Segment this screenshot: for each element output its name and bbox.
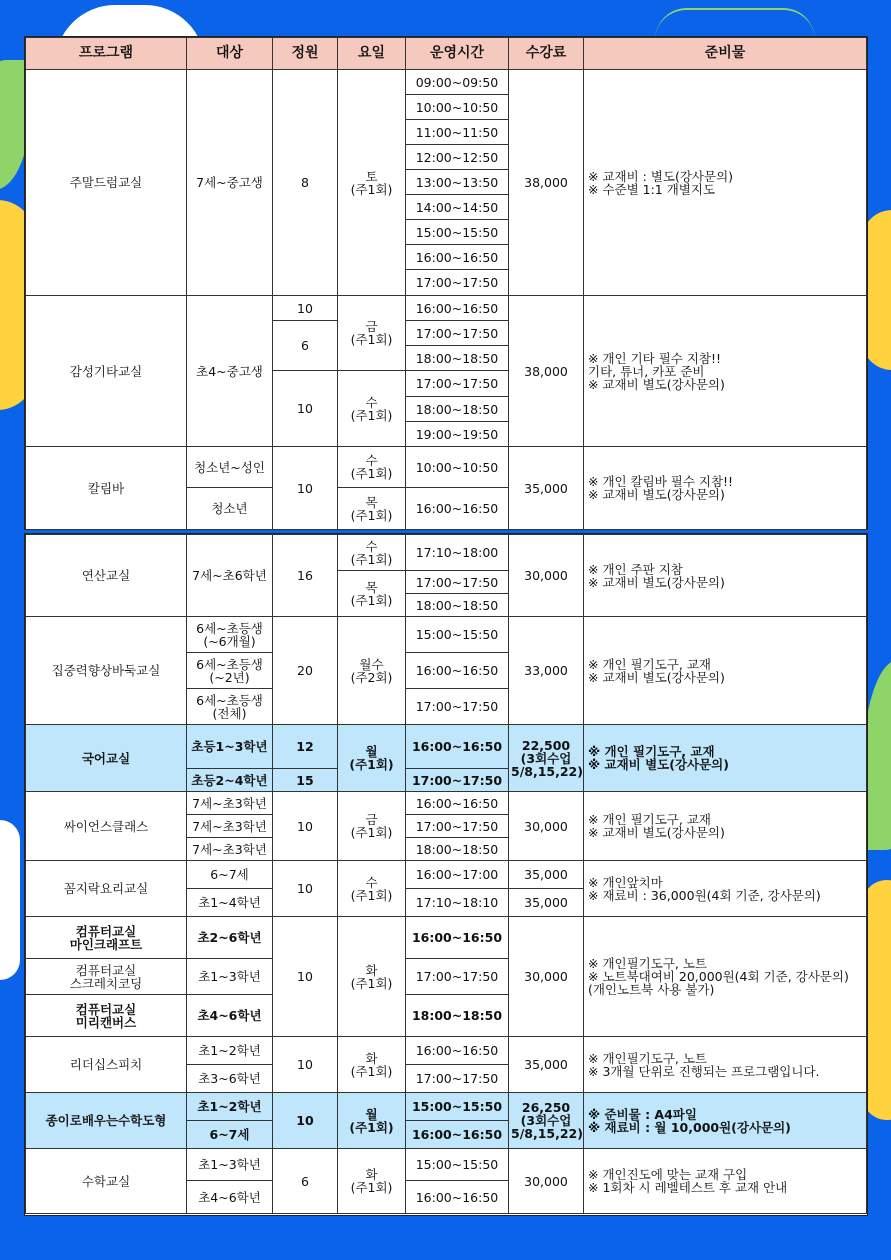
schedule-sheet-top: [24, 36, 868, 530]
header-target: 대상: [187, 38, 273, 70]
day-cell: 수 (주1회): [338, 535, 406, 571]
petal-decoration-left: [0, 820, 20, 980]
time-cell: 16:00~16:50: [406, 1121, 509, 1149]
materials-cell: ※ 개인 필기도구, 교재 ※ 교재비 별도(강사문의): [584, 792, 867, 861]
target-cell: 초4~중고생: [187, 296, 273, 447]
time-cell: 13:00~13:50: [406, 170, 509, 195]
target-cell: 6~7세: [187, 1121, 273, 1149]
materials-cell: ※ 개인 칼림바 필수 지참!! ※ 교재비 별도(강사문의): [584, 447, 867, 530]
target-cell: 6세~초등생 (~6개월): [187, 617, 273, 653]
program-name: 칼림바: [26, 447, 187, 530]
program-name: 리더십스피치: [26, 1037, 187, 1093]
target-cell: 7세~초3학년: [187, 838, 273, 861]
day-cell: 수 (주1회): [338, 371, 406, 447]
header-program: 프로그램: [26, 38, 187, 70]
target-cell: 초등1~3학년: [187, 725, 273, 769]
fee-cell: 35,000: [509, 889, 584, 917]
time-cell: 17:00~17:50: [406, 321, 509, 346]
time-cell: 12:00~12:50: [406, 145, 509, 170]
target-cell: 초1~4학년: [187, 889, 273, 917]
target-cell: 초1~3학년: [187, 959, 273, 995]
target-cell: 초1~2학년: [187, 1037, 273, 1065]
day-cell: 월 (주1회): [338, 725, 406, 792]
time-cell: 16:00~16:50: [406, 296, 509, 321]
materials-cell: ※ 개인앞치마 ※ 재료비 : 36,000원(4회 기준, 강사문의): [584, 861, 867, 917]
time-cell: 15:00~15:50: [406, 1093, 509, 1121]
time-cell: 18:00~18:50: [406, 397, 509, 422]
materials-cell: ※ 개인필기도구, 노트 ※ 3개월 단위로 진행되는 프로그램입니다.: [584, 1037, 867, 1093]
target-cell: 초4~6학년: [187, 1181, 273, 1214]
time-cell: 16:00~16:50: [406, 792, 509, 815]
target-cell: 초4~6학년: [187, 995, 273, 1037]
program-name: 컴퓨터교실 마인크래프트: [26, 917, 187, 959]
capacity-cell: 10: [273, 917, 338, 1037]
target-cell: 6세~초등생 (~2년): [187, 653, 273, 689]
materials-cell: ※ 개인진도에 맞는 교재 구입 ※ 1회차 시 레벨테스트 후 교재 안내: [584, 1149, 867, 1214]
program-name: 종이로배우는수학도형: [26, 1093, 187, 1149]
time-cell: 16:00~16:50: [406, 653, 509, 689]
day-cell: 화 (주1회): [338, 1149, 406, 1214]
target-cell: 초등2~4학년: [187, 769, 273, 792]
program-name: 꼼지락요리교실: [26, 861, 187, 917]
capacity-cell: 10: [273, 1093, 338, 1149]
time-cell: 17:00~17:50: [406, 815, 509, 838]
day-cell: 수 (주1회): [338, 861, 406, 917]
time-cell: 16:00~16:50: [406, 917, 509, 959]
schedule-table-top: [25, 37, 867, 530]
time-cell: 16:00~16:50: [406, 1181, 509, 1214]
fee-cell: 26,250 (3회수업 5/8,15,22): [509, 1093, 584, 1149]
time-cell: 19:00~19:50: [406, 422, 509, 447]
time-cell: 17:00~17:50: [406, 689, 509, 725]
time-cell: 16:00~16:50: [406, 245, 509, 270]
fee-cell: 33,000: [509, 617, 584, 725]
time-cell: 16:00~16:50: [406, 488, 509, 530]
header-time: 운영시간: [406, 38, 509, 70]
header-capacity: 정원: [273, 38, 338, 70]
target-cell: 초1~3학년: [187, 1149, 273, 1181]
time-cell: 18:00~18:50: [406, 594, 509, 617]
time-cell: 17:00~17:50: [406, 270, 509, 296]
materials-cell: ※ 개인필기도구, 노트 ※ 노트북대여비 20,000원(4회 기준, 강사문의) (개인노트북 사용 불가): [584, 917, 867, 1037]
program-name: 연산교실: [26, 535, 187, 617]
time-cell: 18:00~18:50: [406, 995, 509, 1037]
capacity-cell: 12: [273, 725, 338, 769]
fee-cell: 38,000: [509, 70, 584, 296]
target-cell: 7세~초3학년: [187, 792, 273, 815]
time-cell: 16:00~17:00: [406, 861, 509, 889]
schedule-sheet-bottom: [24, 533, 868, 1216]
time-cell: 15:00~15:50: [406, 1149, 509, 1181]
program-name: 싸이언스클래스: [26, 792, 187, 861]
time-cell: 17:10~18:10: [406, 889, 509, 917]
materials-cell: ※ 개인 필기도구, 교재 ※ 교재비 별도(강사문의): [584, 725, 867, 792]
time-cell: 10:00~10:50: [406, 95, 509, 120]
day-cell: 월 (주1회): [338, 1093, 406, 1149]
time-cell: 18:00~18:50: [406, 346, 509, 371]
capacity-cell: 16: [273, 535, 338, 617]
fee-cell: 30,000: [509, 1149, 584, 1214]
program-name: 컴퓨터교실 미리캔버스: [26, 995, 187, 1037]
time-cell: 17:10~18:00: [406, 535, 509, 571]
day-cell: 수 (주1회): [338, 447, 406, 488]
schedule-table-bottom: [25, 534, 867, 1214]
capacity-cell: 6: [273, 321, 338, 371]
fee-cell: 30,000: [509, 535, 584, 617]
time-cell: 15:00~15:50: [406, 220, 509, 245]
header-materials: 준비물: [584, 38, 867, 70]
capacity-cell: 10: [273, 447, 338, 530]
fee-cell: 35,000: [509, 447, 584, 530]
time-cell: 15:00~15:50: [406, 617, 509, 653]
capacity-cell: 15: [273, 769, 338, 792]
materials-cell: ※ 교재비 : 별도(강사문의) ※ 수준별 1:1 개별지도: [584, 70, 867, 296]
capacity-cell: 10: [273, 792, 338, 861]
time-cell: 11:00~11:50: [406, 120, 509, 145]
program-name: 수학교실: [26, 1149, 187, 1214]
materials-cell: ※ 개인 주판 지참 ※ 교재비 별도(강사문의): [584, 535, 867, 617]
capacity-cell: 10: [273, 371, 338, 447]
day-cell: 월수 (주2회): [338, 617, 406, 725]
time-cell: 18:00~18:50: [406, 838, 509, 861]
capacity-cell: 10: [273, 861, 338, 917]
header-day: 요일: [338, 38, 406, 70]
target-cell: 7세~초6학년: [187, 535, 273, 617]
time-cell: 17:00~17:50: [406, 571, 509, 594]
day-cell: 금 (주1회): [338, 296, 406, 371]
target-cell: 7세~초3학년: [187, 815, 273, 838]
header-fee: 수강료: [509, 38, 584, 70]
fee-cell: 35,000: [509, 861, 584, 889]
target-cell: 6~7세: [187, 861, 273, 889]
time-cell: 09:00~09:50: [406, 70, 509, 95]
capacity-cell: 10: [273, 296, 338, 321]
fee-cell: 22,500 (3회수업 5/8,15,22): [509, 725, 584, 792]
target-cell: 초3~6학년: [187, 1065, 273, 1093]
fee-cell: 38,000: [509, 296, 584, 447]
program-name: 컴퓨터교실 스크레치코딩: [26, 959, 187, 995]
materials-cell: ※ 준비물 : A4파일 ※ 재료비 : 월 10,000원(강사문의): [584, 1093, 867, 1149]
program-name: 감성기타교실: [26, 296, 187, 447]
target-cell: 6세~초등생 (전체): [187, 689, 273, 725]
day-cell: 목 (주1회): [338, 488, 406, 530]
time-cell: 17:00~17:50: [406, 959, 509, 995]
day-cell: 화 (주1회): [338, 917, 406, 1037]
time-cell: 17:00~17:50: [406, 371, 509, 397]
capacity-cell: 6: [273, 1149, 338, 1214]
time-cell: 10:00~10:50: [406, 447, 509, 488]
program-name: 국어교실: [26, 725, 187, 792]
day-cell: 토 (주1회): [338, 70, 406, 296]
target-cell: 초1~2학년: [187, 1093, 273, 1121]
time-cell: 17:00~17:50: [406, 769, 509, 792]
target-cell: 초2~6학년: [187, 917, 273, 959]
program-name: 주말드럼교실: [26, 70, 187, 296]
day-cell: 금 (주1회): [338, 792, 406, 861]
target-cell: 청소년: [187, 488, 273, 530]
program-name: 집중력향상바둑교실: [26, 617, 187, 725]
capacity-cell: 20: [273, 617, 338, 725]
day-cell: 화 (주1회): [338, 1037, 406, 1093]
materials-cell: ※ 개인 필기도구, 교재 ※ 교재비 별도(강사문의): [584, 617, 867, 725]
time-cell: 17:00~17:50: [406, 1065, 509, 1093]
fee-cell: 30,000: [509, 792, 584, 861]
time-cell: 16:00~16:50: [406, 1037, 509, 1065]
fee-cell: 30,000: [509, 917, 584, 1037]
target-cell: 7세~중고생: [187, 70, 273, 296]
materials-cell: ※ 개인 기타 필수 지참!! 기타, 튜너, 카포 준비 ※ 교재비 별도(강사문의): [584, 296, 867, 447]
day-cell: 목 (주1회): [338, 571, 406, 617]
fee-cell: 35,000: [509, 1037, 584, 1093]
capacity-cell: 10: [273, 1037, 338, 1093]
capacity-cell: 8: [273, 70, 338, 296]
time-cell: 16:00~16:50: [406, 725, 509, 769]
target-cell: 청소년~성인: [187, 447, 273, 488]
time-cell: 14:00~14:50: [406, 195, 509, 220]
